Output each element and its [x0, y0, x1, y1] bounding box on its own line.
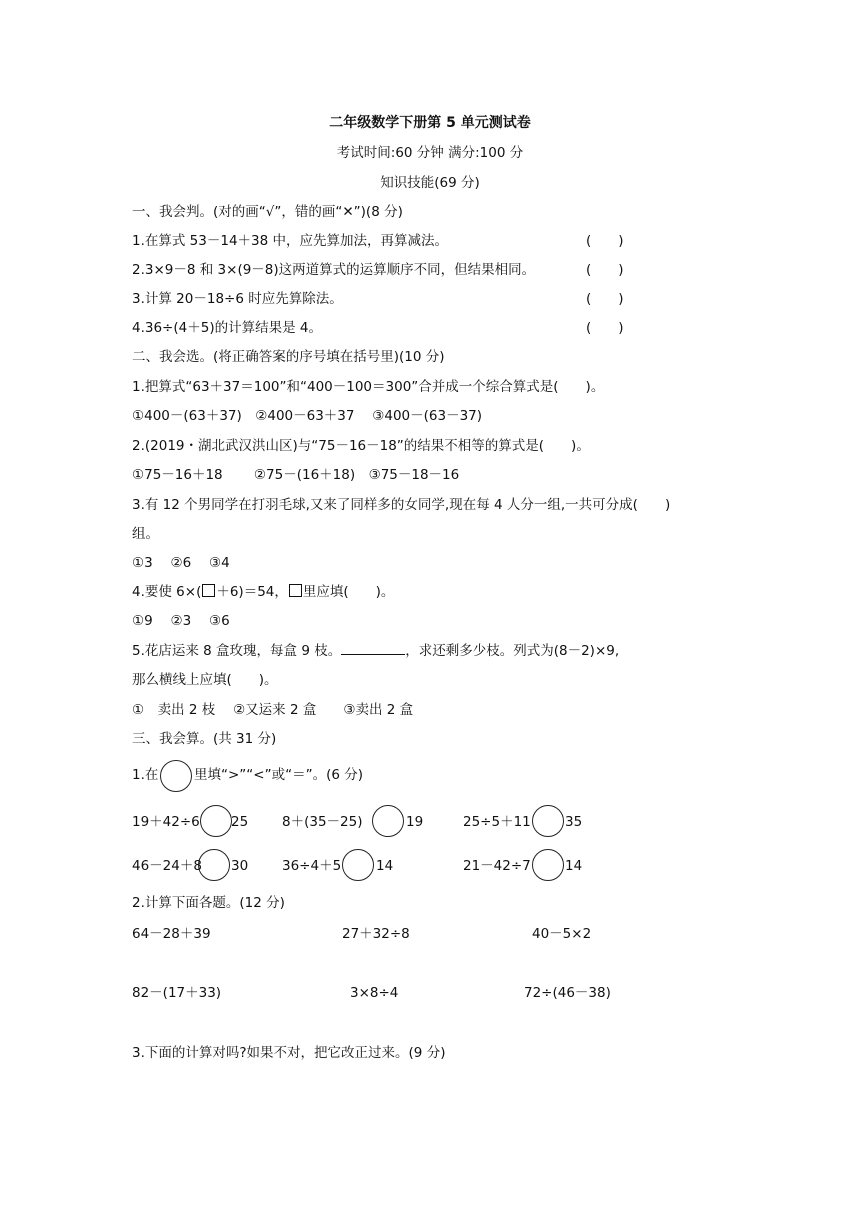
choice-q3-line2: 组。	[132, 526, 159, 542]
calc-expr: 64－28＋39	[132, 926, 211, 942]
compare-left: 25÷5＋11	[463, 814, 531, 830]
calc-expr: 82－(17＋33)	[132, 985, 222, 1001]
choice-q4-options: ①9 ②3 ③6	[132, 613, 230, 629]
compare-right: 30	[231, 858, 249, 874]
compare-left: 21－42÷7	[463, 858, 531, 874]
calc-q2: 2.计算下面各题。(12 分)	[132, 895, 285, 911]
choice-q2-options: ①75－16＋18 ②75－(16＋18) ③75－18－16	[132, 467, 460, 483]
answer-paren-2: ( )	[586, 262, 624, 278]
choice-q4-post: 里应填( )。	[302, 584, 395, 600]
compare-left: 36÷4＋5	[282, 858, 342, 874]
calc-q1-pre: 1.在	[132, 767, 159, 783]
choice-q5-options: ① 卖出 2 枝 ②又运来 2 盒 ③卖出 2 盒	[132, 702, 414, 718]
calc-expr: 72÷(46－38)	[524, 985, 611, 1001]
calc-expr: 27＋32÷8	[342, 926, 410, 942]
compare-left: 19＋42÷6	[132, 814, 200, 830]
judge-item-3: 3.计算 20－18÷6 时应先算除法。	[132, 291, 343, 307]
choice-q1-options: ①400－(63＋37) ②400－63＋37 ③400－(63－37)	[132, 408, 483, 424]
choice-q5-post: ，求还剩多少枝。列式为(8－2)×9,	[405, 643, 620, 659]
choice-q2: 2.(2019・湖北武汉洪山区)与“75－16－18”的结果不相等的算式是( )。	[132, 438, 590, 454]
part2-heading: 二、我会选。(将正确答案的序号填在括号里)(10 分)	[132, 349, 445, 365]
judge-item-4: 4.36÷(4＋5)的计算结果是 4。	[132, 320, 322, 336]
square-box-icon	[289, 584, 302, 597]
compare-circle-input[interactable]	[200, 805, 232, 837]
compare-right: 19	[406, 814, 424, 830]
choice-q1: 1.把算式“63＋37＝100”和“400－100＝300”合并成一个综合算式是( )。	[132, 379, 605, 395]
compare-right: 25	[231, 814, 249, 830]
compare-circle-input[interactable]	[198, 849, 230, 881]
square-box-icon	[202, 584, 215, 597]
judge-item-1: 1.在算式 53－14＋38 中，应先算加法，再算减法。	[132, 233, 448, 249]
choice-q3: 3.有 12 个男同学在打羽毛球,又来了同样多的女同学,现在每 4 人分一组,一共可分成( )	[132, 497, 671, 513]
compare-circle-input[interactable]	[342, 849, 374, 881]
answer-paren-1: ( )	[586, 233, 624, 249]
answer-paren-4: ( )	[586, 320, 624, 336]
section-title: 知识技能(69 分)	[380, 175, 480, 191]
compare-circle-input[interactable]	[372, 805, 404, 837]
calc-q3: 3.下面的计算对吗?如果不对，把它改正过来。(9 分)	[132, 1045, 446, 1061]
calc-expr: 3×8÷4	[350, 985, 399, 1001]
compare-left: 8＋(35－25)	[282, 814, 363, 830]
page-title: 二年级数学下册第 5 单元测试卷	[329, 115, 531, 131]
compare-right: 14	[376, 858, 394, 874]
choice-q4	[132, 583, 394, 601]
calc-q1-post: 里填“>”“<”或“＝”。(6 分)	[194, 767, 364, 783]
exam-meta: 考试时间:60 分钟 满分:100 分	[336, 145, 524, 161]
compare-circle-input[interactable]	[532, 849, 564, 881]
choice-q4-pre: 4.要使 6×(	[132, 584, 202, 600]
part3-heading: 三、我会算。(共 31 分)	[132, 731, 277, 747]
choice-q3-options: ①3 ②6 ③4	[132, 555, 230, 571]
compare-right: 35	[565, 814, 583, 830]
choice-q5-line2: 那么横线上应填( )。	[132, 672, 278, 688]
choice-q5	[132, 642, 619, 660]
compare-circle-icon	[160, 760, 192, 792]
calc-expr: 40－5×2	[532, 926, 592, 942]
compare-circle-input[interactable]	[532, 805, 564, 837]
choice-q5-pre: 5.花店运来 8 盒玫瑰，每盒 9 枝。	[132, 643, 342, 659]
fill-blank-line	[341, 642, 405, 655]
compare-right: 14	[565, 858, 583, 874]
choice-q4-mid: ＋6)＝54，	[216, 584, 288, 600]
answer-paren-3: ( )	[586, 291, 624, 307]
judge-item-2: 2.3×9－8 和 3×(9－8)这两道算式的运算顺序不同，但结果相同。	[132, 262, 536, 278]
part1-heading: 一、我会判。(对的画“√”，错的画“✕”)(8 分)	[132, 204, 403, 220]
compare-left: 46－24＋8	[132, 858, 202, 874]
